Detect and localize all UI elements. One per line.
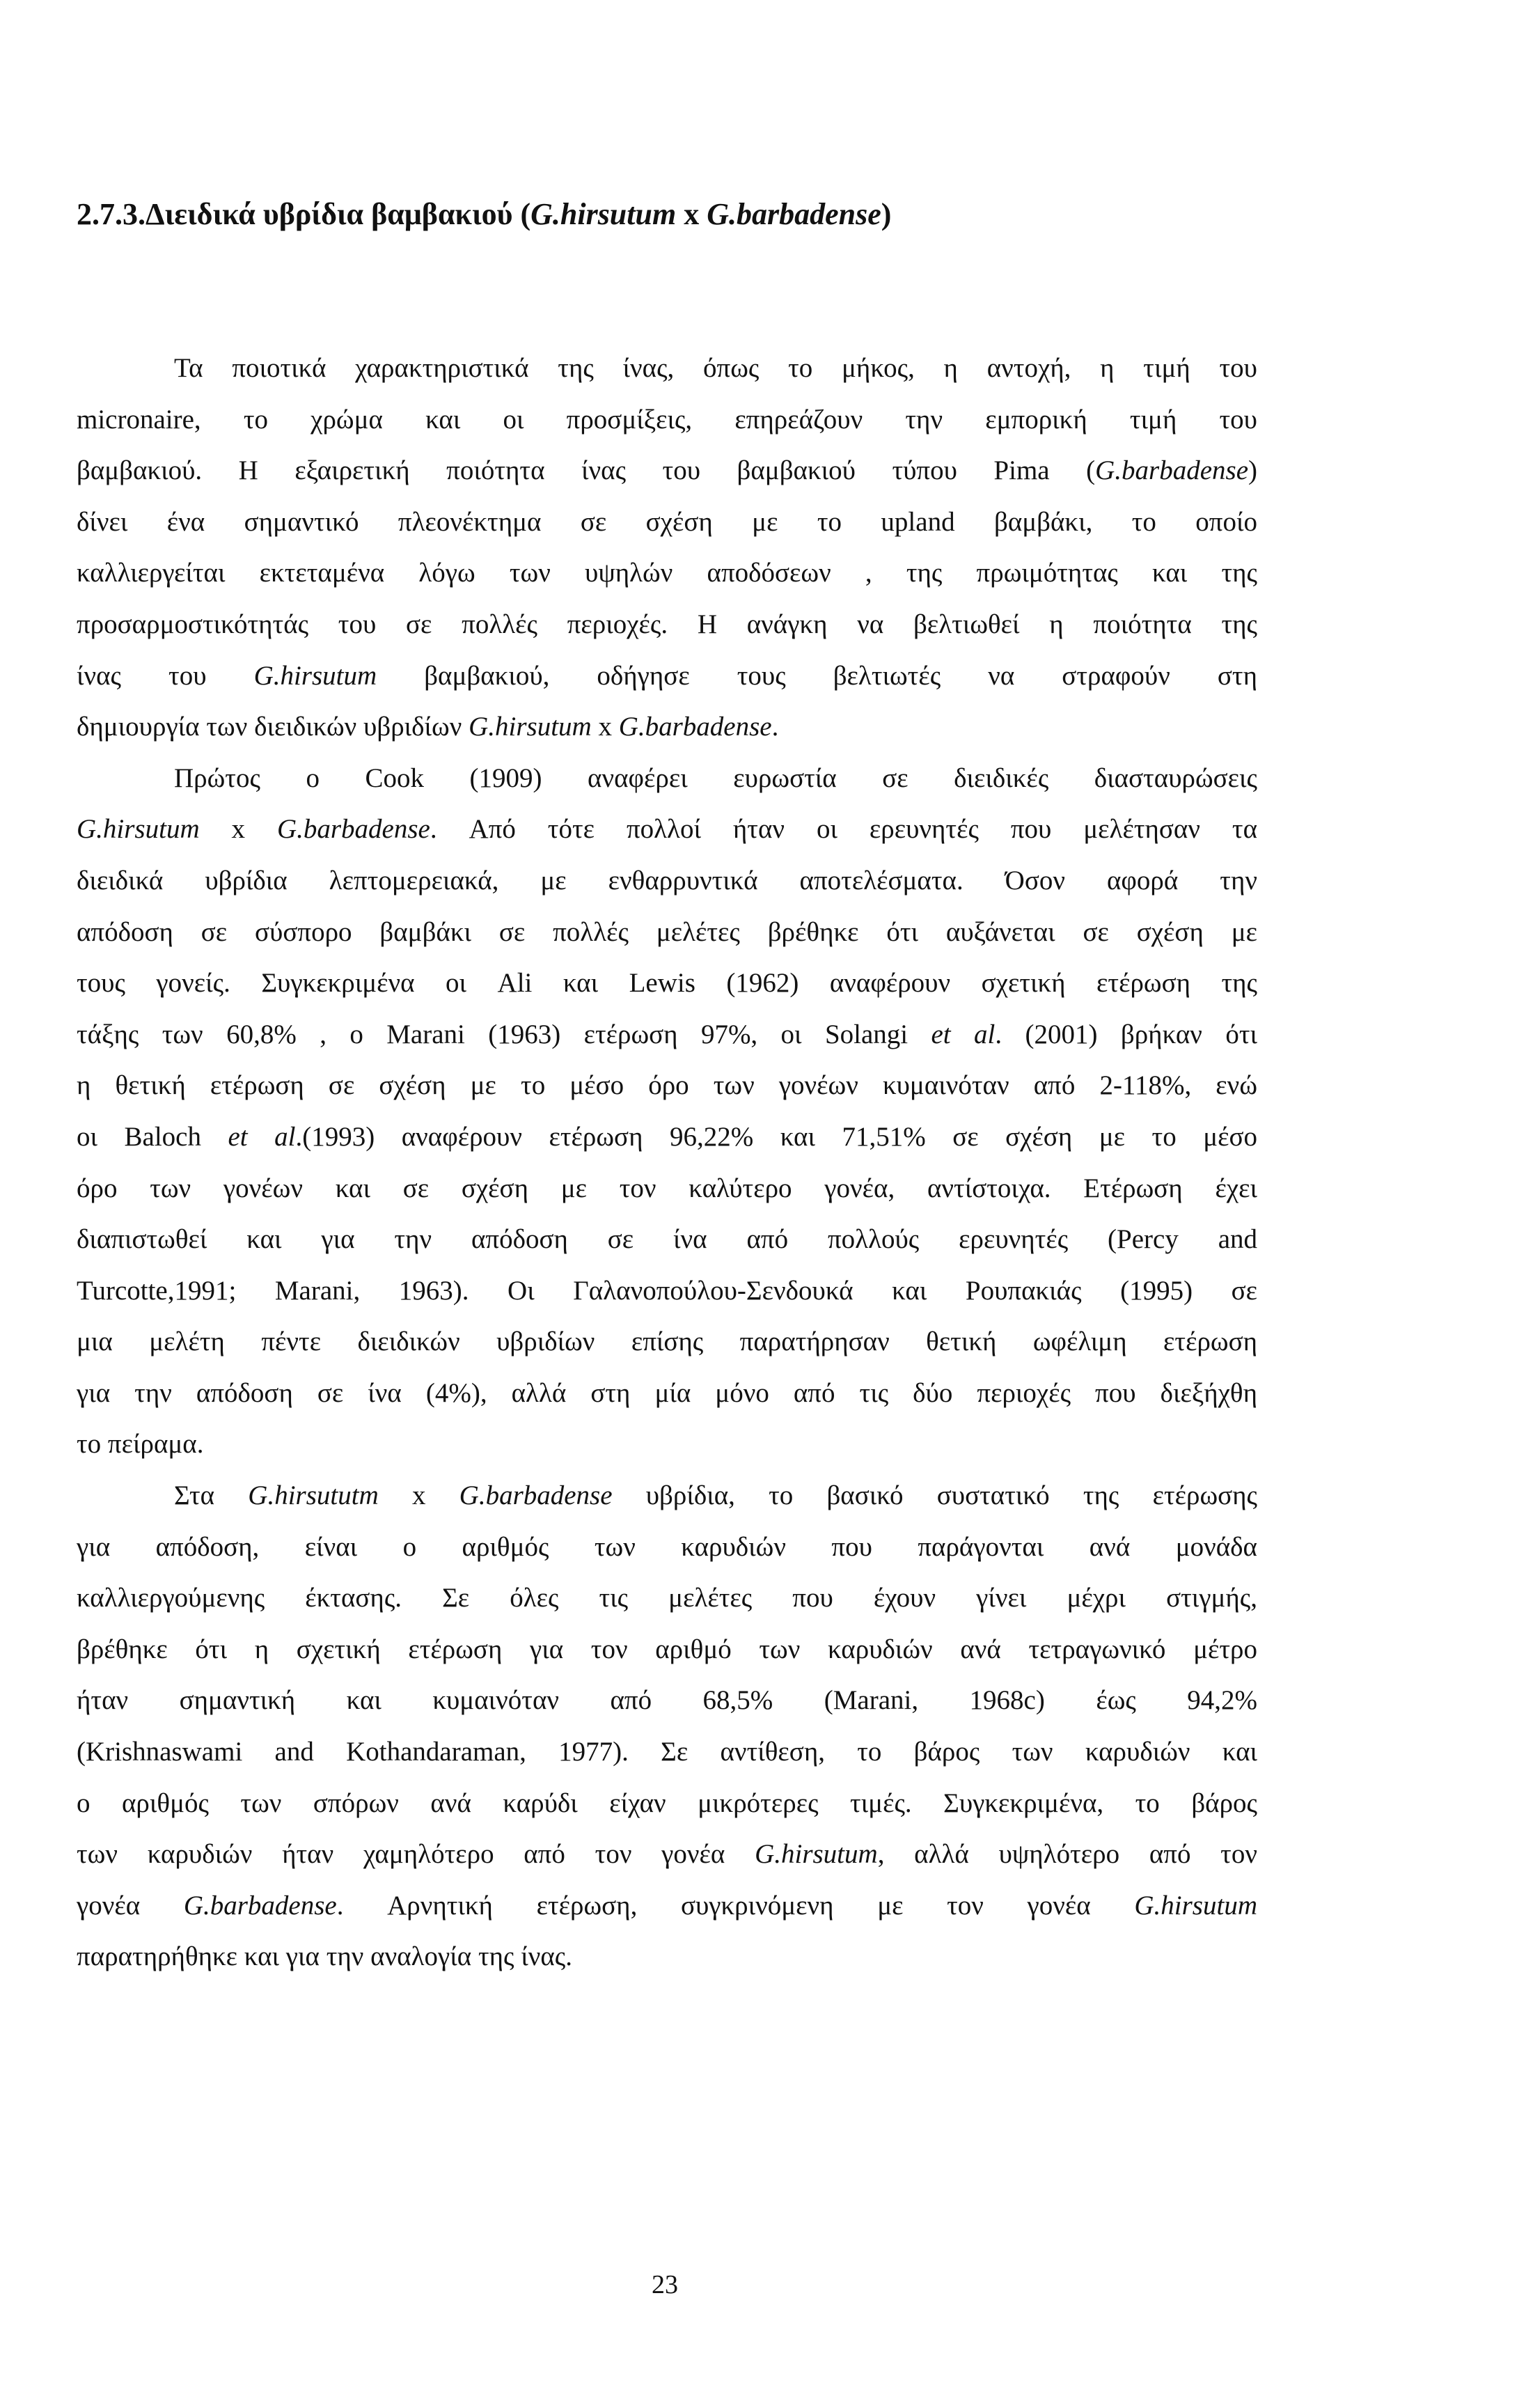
text-segment: .(1993) αναφέρουν ετέρωση 96,22% και 71,51% σε σχέση με το μέσο (295, 1121, 1258, 1152)
text-line (77, 1675, 1257, 1726)
text-line (77, 1214, 1257, 1265)
text-segment: . Αρνητική ετέρωση, συγκρινόμενη με τον γονέα (336, 1890, 1135, 1921)
text-segment: βαμβακιού. Η εξαιρετική ποιότητα ίνας του βαμβακιού τύπου Pima ( (77, 455, 1096, 486)
text-line (77, 1009, 1257, 1061)
text-segment: το πείραμα. (77, 1429, 204, 1460)
text-segment: βρέθηκε ότι η σχετική ετέρωση για τον αριθμό των καρυδιών ανά τετραγωνικό μέτρο (77, 1634, 1257, 1664)
text-line (77, 1060, 1257, 1111)
text-line (77, 701, 1257, 753)
text-segment: παρατηρήθηκε και για την αναλογία της ίνας. (77, 1941, 572, 1972)
species-name: G.barbadense (707, 197, 881, 231)
section-number: 2.7.3. (77, 197, 145, 231)
page-number: 23 (652, 2270, 678, 2299)
text-segment: απόδοση σε σύσπορο βαμβάκι σε πολλές μελέτες βρέθηκε ότι αυξάνεται σε σχέση με (77, 916, 1257, 947)
heading-close-paren: ) (881, 197, 892, 231)
text-line (77, 1778, 1257, 1829)
text-segment: Πρώτος ο Cook (1909) αναφέρει ευρωστία σε διειδικές διασταυρώσεις (174, 763, 1257, 793)
text-line (77, 804, 1257, 855)
text-line (77, 1572, 1257, 1624)
text-segment: Στα (174, 1480, 249, 1511)
text-line (77, 855, 1257, 907)
text-line (77, 599, 1257, 650)
italic-term: et al (228, 1121, 296, 1152)
italic-term: G.barbadense (459, 1480, 613, 1511)
italic-term: G.barbadense (1095, 455, 1248, 486)
text-segment: ) (1248, 455, 1257, 486)
italic-term: G.barbadense (276, 814, 430, 845)
species-name: G.hirsutum (530, 197, 677, 231)
text-segment: όρο των γονέων και σε σχέση με τον καλύτερο γονέα, αντίστοιχα. Ετέρωση έχει (77, 1173, 1257, 1203)
text-line (77, 1418, 1257, 1470)
text-line (77, 1624, 1257, 1675)
text-segment: Τα ποιοτικά χαρακτηριστικά της ίνας, όπως το μήκος, η αντοχή, η τιμή του (174, 353, 1257, 383)
text-line (77, 1163, 1257, 1214)
text-line (77, 1829, 1257, 1880)
text-line (77, 1880, 1257, 1932)
text-segment: . Από τότε πολλοί ήταν οι ερευνητές που μελέτησαν τα (430, 814, 1258, 845)
text-segment: η θετική ετέρωση σε σχέση με το μέσο όρο των γονέων κυμαινόταν από 2-118%, ενώ (77, 1070, 1257, 1101)
body-text (77, 343, 1257, 1983)
section-title: Διειδικά υβρίδια βαμβακιού ( (145, 197, 531, 231)
text-line (77, 1111, 1257, 1163)
text-segment: (Krishnaswami and Kothandaraman, 1977). Σε αντίθεση, το βάρος των καρυδιών και (77, 1737, 1257, 1767)
cross-symbol: x (676, 197, 707, 231)
text-line (77, 1265, 1257, 1317)
text-segment: των καρυδιών ήταν χαμηλότερο από τον γονέα (77, 1839, 755, 1870)
text-segment: micronaire, το χρώμα και οι προσμίξεις, επηρεάζουν την εμπορική τιμή του (77, 404, 1257, 435)
text-line (77, 1931, 1257, 1983)
italic-term: G.hirsutum (1134, 1890, 1257, 1921)
text-segment: ο αριθμός των σπόρων ανά καρύδι είχαν μικρότερες τιμές. Συγκεκριμένα, το βάρος (77, 1788, 1257, 1818)
text-line (77, 343, 1257, 394)
italic-term: G.hirsutum (253, 660, 377, 691)
text-line (77, 650, 1257, 702)
italic-term: G.hirsutum (77, 814, 200, 845)
text-segment: ήταν σημαντική και κυμαινόταν από 68,5% (Marani, 1968c) έως 94,2% (77, 1685, 1257, 1716)
text-segment: προσαρμοστικότητάς του σε πολλές περιοχές. Η ανάγκη να βελτιωθεί η ποιότητα της (77, 609, 1257, 639)
italic-term: et al (931, 1019, 996, 1049)
text-segment: διαπιστωθεί και για την απόδοση σε ίνα από πολλούς ερευνητές (Percy and (77, 1224, 1257, 1255)
text-line (77, 957, 1257, 1009)
text-segment: . (2001) βρήκαν ότι (995, 1019, 1257, 1049)
text-line (77, 1522, 1257, 1573)
text-segment: διειδικά υβρίδια λεπτομερειακά, με ενθαρρυντικά αποτελέσματα. Όσον αφορά την (77, 865, 1257, 896)
text-segment: δημιουργία των διειδικών υβριδίων (77, 712, 469, 742)
text-segment: , αλλά υψηλότερο από τον (877, 1839, 1257, 1870)
section-heading (77, 196, 891, 233)
text-segment: δίνει ένα σημαντικό πλεονέκτημα σε σχέση με το upland βαμβάκι, το οποίο (77, 506, 1257, 537)
text-segment: . (771, 712, 779, 742)
text-line (77, 1470, 1257, 1522)
text-segment: x (199, 814, 277, 845)
text-segment: οι Baloch (77, 1121, 228, 1152)
text-line (77, 1368, 1257, 1419)
text-line (77, 394, 1257, 446)
text-segment: x (591, 712, 619, 742)
italic-term: G.hirsutum (469, 712, 592, 742)
text-line (77, 753, 1257, 804)
text-segment: ίνας του (77, 660, 254, 691)
text-line (77, 907, 1257, 958)
text-segment: τους γονείς. Συγκεκριμένα οι Ali και Lewis (1962) αναφέρουν σχετική ετέρωση της (77, 968, 1257, 999)
italic-term: G.barbadense (183, 1890, 337, 1921)
text-segment: καλλιεργείται εκτεταμένα λόγω των υψηλών αποδόσεων , της πρωιμότητας και της (77, 558, 1257, 588)
text-segment: υβρίδια, το βασικό συστατικό της ετέρωσης (612, 1480, 1257, 1511)
italic-term: G.hirsututm (248, 1480, 379, 1511)
text-segment: βαμβακιού, οδήγησε τους βελτιωτές να στραφούν στη (377, 660, 1257, 691)
italic-term: G.barbadense (618, 712, 772, 742)
text-segment: x (378, 1480, 459, 1511)
text-segment: τάξης των 60,8% , ο Marani (1963) ετέρωση 97%, οι Solangi (77, 1019, 931, 1049)
text-segment: για την απόδοση σε ίνα (4%), αλλά στη μία μόνο από τις δύο περιοχές που διεξήχθη (77, 1377, 1257, 1408)
text-segment: γονέα (77, 1890, 184, 1921)
text-line (77, 497, 1257, 548)
text-segment: Turcotte,1991; Marani, 1963). Οι Γαλανοπούλου-Σενδουκά και Ρουπακιάς (1995) σε (77, 1275, 1257, 1306)
text-segment: καλλιεργούμενης έκτασης. Σε όλες τις μελέτες που έχουν γίνει μέχρι στιγμής, (77, 1583, 1257, 1613)
text-segment: μια μελέτη πέντε διειδικών υβριδίων επίσης παρατήρησαν θετική ωφέλιμη ετέρωση (77, 1327, 1257, 1357)
text-line (77, 1316, 1257, 1368)
text-line (77, 445, 1257, 497)
text-line (77, 1726, 1257, 1778)
italic-term: G.hirsutum (755, 1839, 878, 1870)
text-line (77, 547, 1257, 599)
text-segment: για απόδοση, είναι ο αριθμός των καρυδιών που παράγονται ανά μονάδα (77, 1531, 1257, 1562)
